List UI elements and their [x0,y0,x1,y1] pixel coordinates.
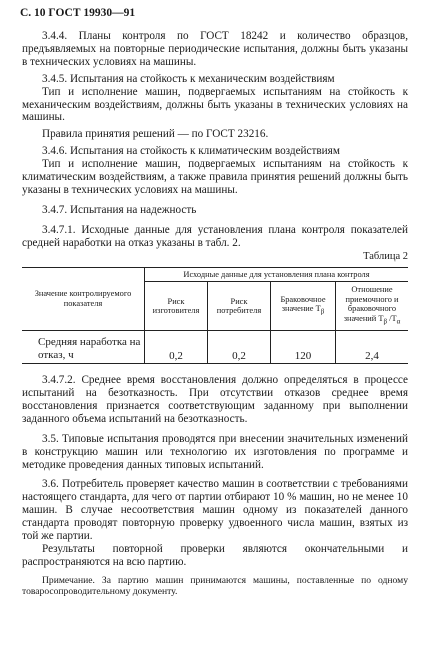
para-3-4-6: 3.4.6. Испытания на стойкость к климатическим воздействиям [42,145,340,158]
para-mech-text: Тип и исполнение машин, подвергаемых испытаниям на стойкость к механическим воздействиям, должны быть указаны в технических условиях на машины. [22,85,408,124]
para-3-4-4: 3.4.4. Планы контроля по ГОСТ 18242 и количество образцов, предъявляемых на повторные периодические испытания, должны быть указаны в технических условиях на машины. [22,30,408,68]
col-header-consumer-risk: Риск потребителя [208,282,271,331]
para-3-4-7-1: 3.4.7.1. Исходные данные для установления плана контроля показателей средней наработки на отказ указаны в табл. 2. [22,223,408,249]
row-label-mtbf: Средняя наработка на отказ, ч [22,331,145,364]
col-header-supplier-risk: Риск изготовителя [145,282,208,331]
cell-reject-value: 120 [271,331,336,364]
cell-ratio: 2,4 [336,331,409,364]
footnote [22,575,408,597]
col-header-param: Значение контролируемого показателя [22,267,145,331]
col-header-reject-value: Браковочное значение $T_\beta$ [271,282,336,331]
para-decision-rules: Правила принятия решений — по ГОСТ 23216. [42,128,269,141]
page-header: С. 10 ГОСТ 19930—91 [20,7,136,19]
cell-supplier-risk: 0,2 [145,331,208,364]
cell-consumer-risk: 0,2 [208,331,271,364]
note-text: Примечание. За партию машин принимаются машины, поставленные по одному товаросопроводительному документу. [22,574,408,597]
document-body [22,30,408,597]
para-3-6: 3.6. Потребитель проверяет качество машин в соответствии с требованиями настоящего стандарта, для чего от партии отбирают 10 % машин, но не менее 10 машин. В случае несоответствия машин одному из показателей данного стандарта проводят повторную проверку удвоенного числа машин, взятых из той же партии. [22,478,408,543]
para-climate-text: Тип и исполнение машин, подвергаемых испытаниям на стойкость к климатическим воздействиям, а также правила принятия решений должны быть указаны в технических условиях на машины. [22,158,408,196]
table-caption: Таблица 2 [363,250,408,262]
para-3-4-5: 3.4.5. Испытания на стойкость к механическим воздействиям [42,72,335,85]
para-results: Результаты повторной проверки являются окончательными и распространяются на всю партию. [22,542,408,568]
col-group-header: Исходные данные для установления плана контроля [145,267,409,282]
col-header-ratio: Отношение приемочного и браковочного значений $T_\beta$ $/T_\alpha$ [336,282,409,331]
para-3-4-7-2: 3.4.7.2. Среднее время восстановления должно определяться в процессе испытаний на безотказность. При отсутствии отказов среднее время восстановления признается соответствующим заданному при выполнении заданного объема испытаний на безотказность. [22,374,408,425]
para-3-5: 3.5. Типовые испытания проводятся при внесении значительных изменений в конструкцию машин или технологию их изготовления по программе и методике проведения данных типовых испытаний. [22,432,408,471]
para-3-4-7: 3.4.7. Испытания на надежность [42,203,197,216]
table-2 [22,267,408,365]
